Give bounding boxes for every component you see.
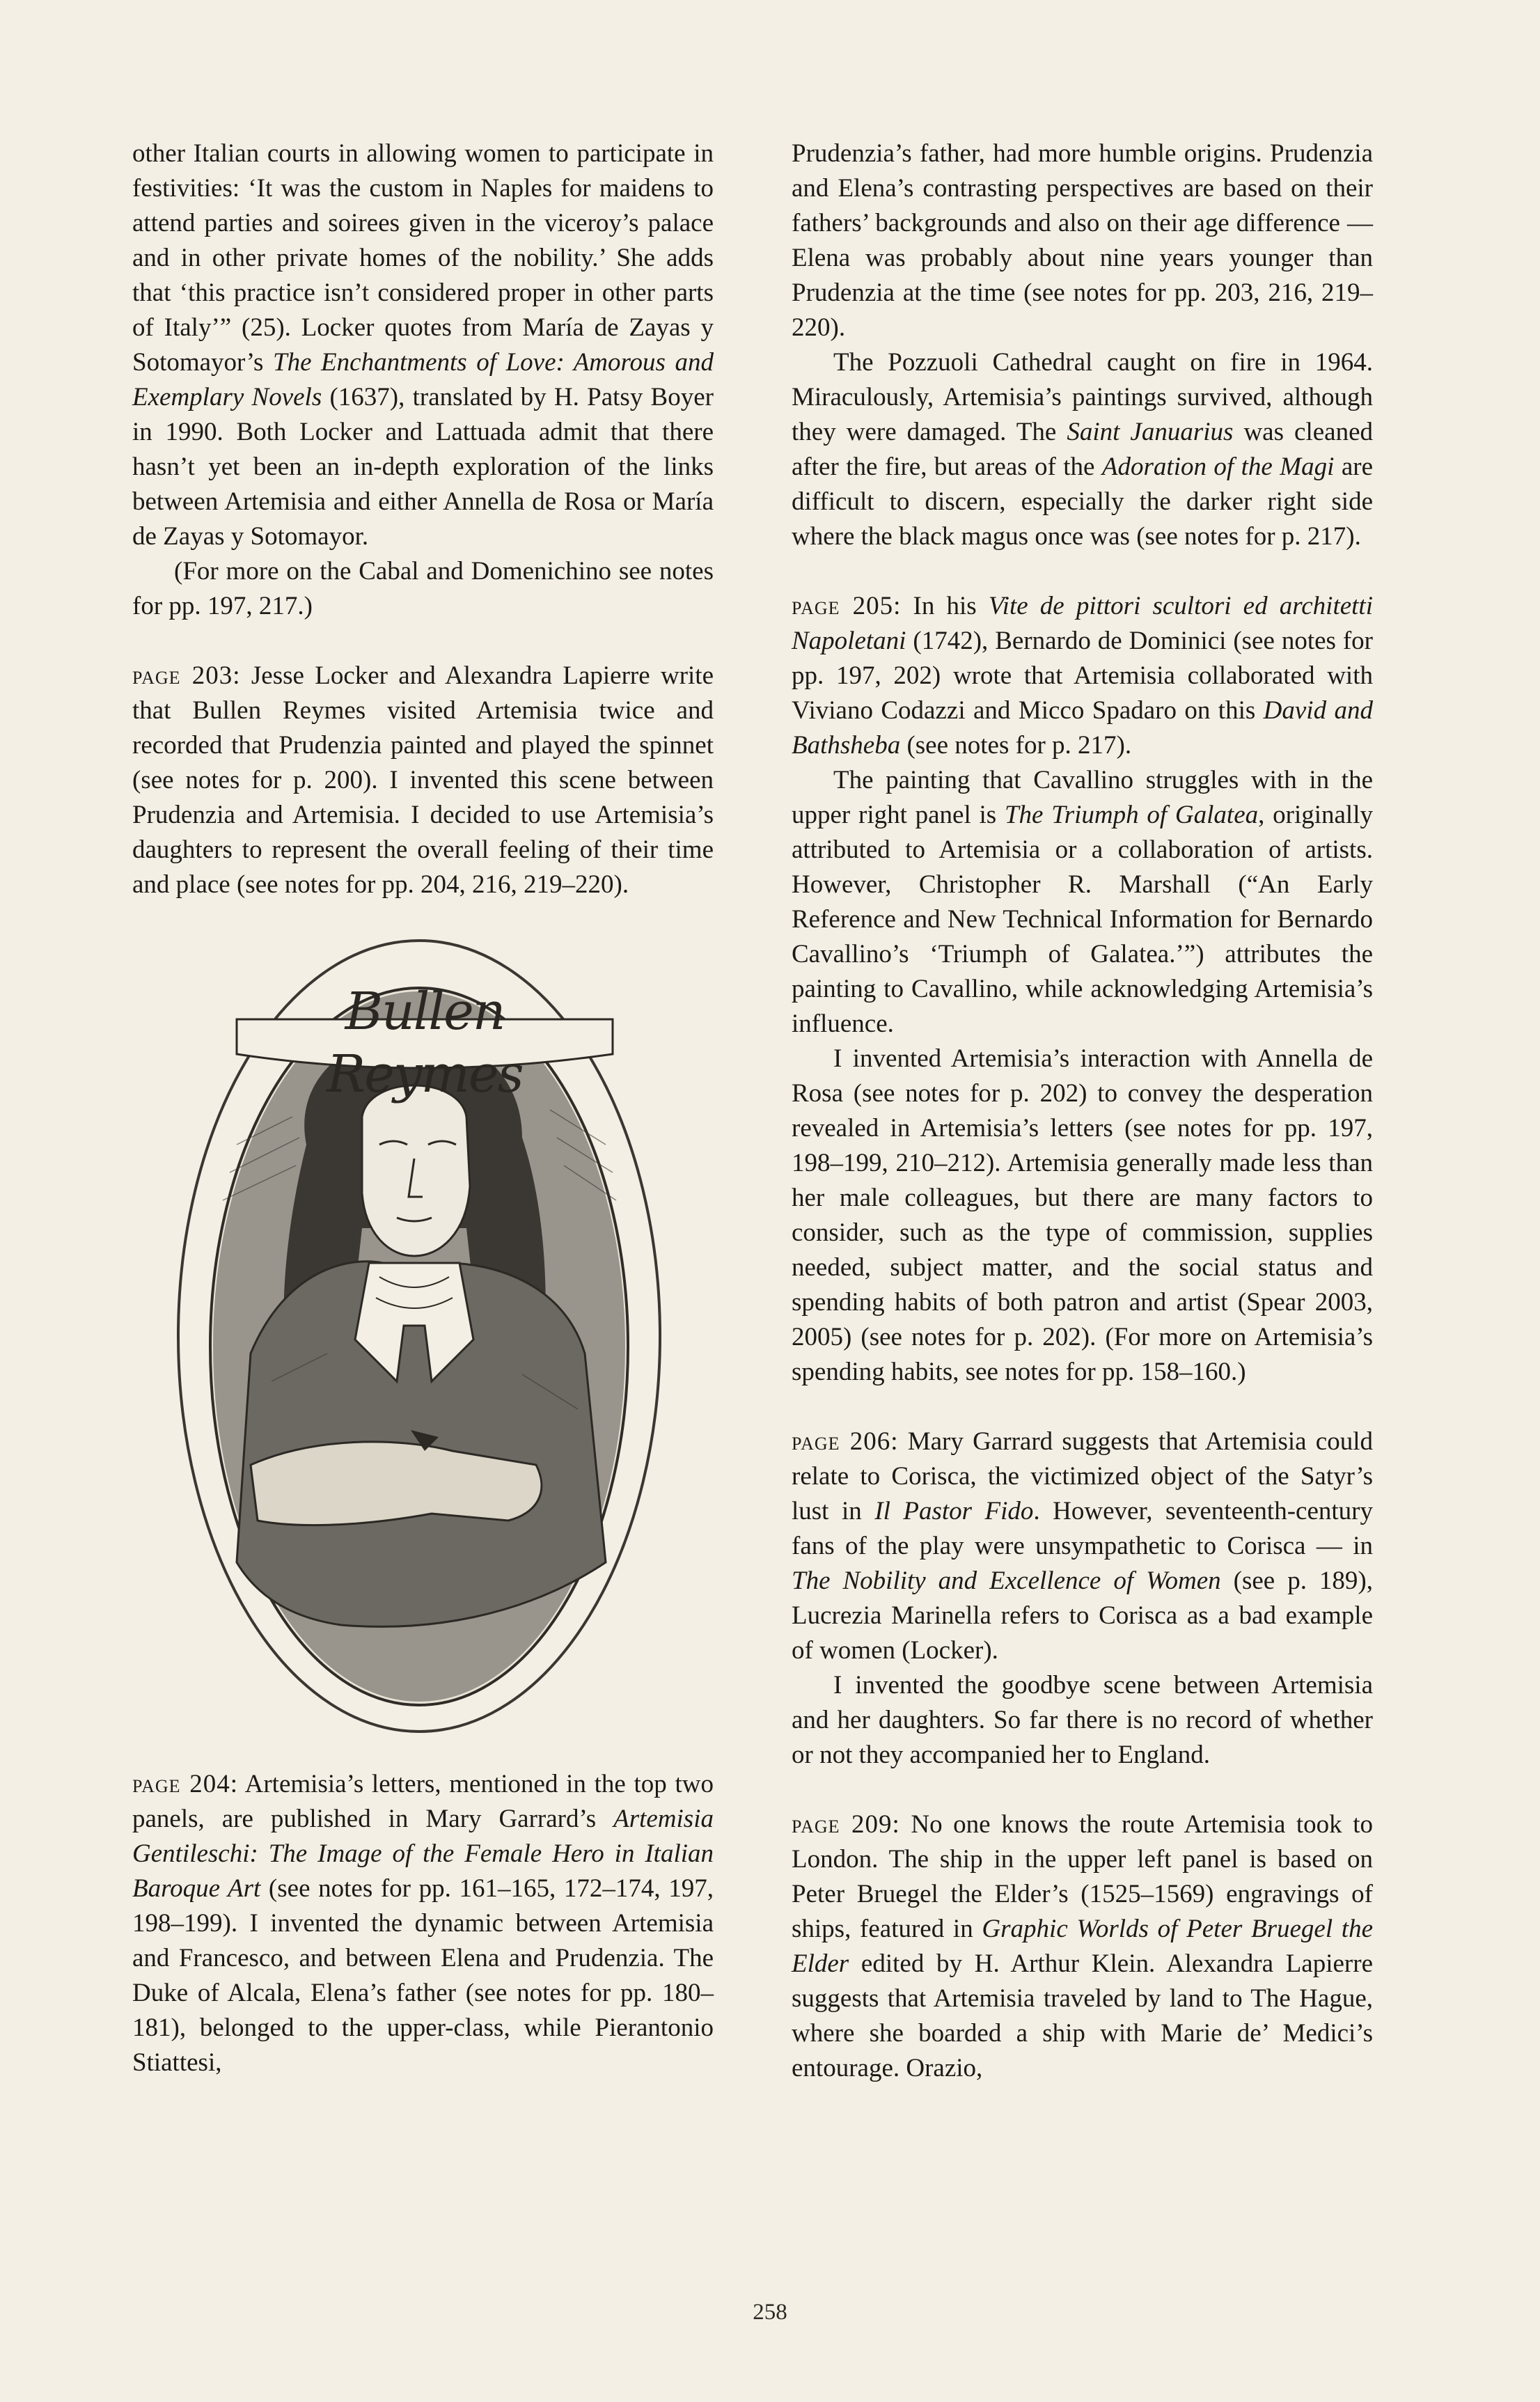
painting-title: The Triumph of Galatea bbox=[1004, 801, 1259, 829]
note-page-203 bbox=[132, 659, 714, 902]
paragraph-festivities bbox=[132, 136, 714, 554]
text: (see p. 189), Lucrezia Marinella refers to Corisca as a bad example of women (Locker). bbox=[792, 1567, 1373, 1665]
text: (1742), Bernardo de Dominici (see notes for pp. 197, 202) wrote that Artemisia collaborated with Viviano Codazzi and Micco Spadaro on this bbox=[792, 627, 1373, 725]
text: The painting that Cavallino struggles with in the upper right panel is bbox=[792, 766, 1373, 829]
paragraph-pozzuoli bbox=[792, 345, 1373, 554]
page-label: page 206: bbox=[792, 1427, 899, 1456]
note-page-204 bbox=[132, 1767, 714, 2080]
book-title: Artemisia Gentileschi: The Image of the Female Hero in Italian Baroque Art bbox=[132, 1805, 714, 1903]
text: , originally attributed to Artemisia or a collaboration of artists. However, Christopher R. Marshall (“An Early Reference and New Technical Information for Bernardo Cavallino’s ‘Triumph of Galatea.’”) attributes the painting to Cavallino, while acknowledging Artemisia’s influence. bbox=[792, 801, 1373, 1038]
book-title: The Enchantments of Love: Amorous and Exemplary Novels bbox=[132, 348, 714, 411]
text: Mary Garrard suggests that Artemisia could relate to Corisca, the victimized object of the Satyr’s lust in bbox=[792, 1427, 1373, 1525]
book-title: Graphic Worlds of Peter Bruegel the Elder bbox=[792, 1915, 1374, 1978]
page-label: page 203: bbox=[132, 661, 241, 690]
page-label: page 205: bbox=[792, 592, 902, 620]
text: (see notes for p. 217). bbox=[900, 731, 1132, 760]
note-page-205 bbox=[792, 589, 1373, 763]
text: was cleaned after the fire, but areas of the bbox=[792, 418, 1373, 481]
text: edited by H. Arthur Klein. Alexandra Lapierre suggests that Artemisia traveled by land to The Hague, where she boarded a ship with Marie de’ Medici’s entourage. Orazio, bbox=[792, 1949, 1373, 2082]
text: (1637), translated by H. Patsy Boyer in 1990. Both Locker and Lattuada admit that there hasn’t yet been an in-depth exploration of the links between Artemisia and either Annella de Rosa or María de Zayas y Sotomayor. bbox=[132, 383, 714, 551]
paragraph-prudenzia-father: Prudenzia’s father, had more humble origins. Prudenzia and Elena’s contrasting perspectives are based on their fathers’ backgrounds and also on their age difference — Elena was probably about nine years younger than Prudenzia at the time (see notes for pp. 203, 216, 219–220). bbox=[792, 139, 1373, 342]
text: No one knows the route Artemisia took to London. The ship in the upper left panel is based on Peter Bruegel the Elder’s (1525–1569) engravings of ships, featured in bbox=[792, 1810, 1373, 1943]
book-title: Vite de pittori scultori ed architetti Napoletani bbox=[792, 592, 1373, 655]
text: Jesse Locker and Alexandra Lapierre write that Bullen Reymes visited Artemisia twice and recorded that Prudenzia painted and played the spinnet (see notes for p. 200). I invented this scene between Prudenzia and Artemisia. I decided to use Artemisia’s daughters to represent the overall feeling of their time and place (see notes for pp. 204, 216, 219–220). bbox=[132, 661, 714, 899]
text: are difficult to discern, especially the darker right side where the black magus once was (see notes for p. 217). bbox=[792, 453, 1373, 551]
note-page-206 bbox=[792, 1424, 1373, 1668]
text: other Italian courts in allowing women to participate in festivities: ‘It was the custom in Naples for maidens to attend parties and soirees given in the viceroy’s palace and in other private homes of the nobility.’ She adds that ‘this practice isn’t considered proper in other parts of Italy’” (25). Locker quotes from María de Zayas y Sotomayor’s bbox=[132, 139, 714, 377]
text: The Pozzuoli Cathedral caught on fire in 1964. Miraculously, Artemisia’s paintings survived, although they were damaged. The bbox=[792, 348, 1373, 446]
painting-title: Adoration of the Magi bbox=[1101, 453, 1335, 481]
book-title: Il Pastor Fido bbox=[874, 1497, 1034, 1525]
book-title: The Nobility and Excellence of Women bbox=[792, 1567, 1221, 1595]
note-page-209 bbox=[792, 1807, 1373, 2086]
paragraph-annella: I invented Artemisia’s interaction with Annella de Rosa (see notes for p. 202) to convey the desperation revealed in Artemisia’s letters (see notes for pp. 197, 198–199, 210–212). Artemisia generally made less than her male colleagues, but there are many factors to consider, such as the type of commission, supplies needed, subject matter, and the social status and spending habits of both patron and artist (Spear 2003, 2005) (see notes for p. 202). (For more on Artemisia’s spending habits, see notes for pp. 158–160.) bbox=[792, 1044, 1373, 1386]
portrait-banner-text: Bullen Reymes bbox=[327, 982, 523, 1104]
right-column bbox=[792, 136, 1373, 2086]
page-number: 258 bbox=[753, 2300, 787, 2325]
text: . However, seventeenth-century fans of the play were unsympathetic to Corisca — in bbox=[792, 1497, 1373, 1560]
page-label: page 209: bbox=[792, 1810, 900, 1839]
bullen-reymes-portrait bbox=[132, 936, 714, 1743]
text: (see notes for pp. 161–165, 172–174, 197, 198–199). I invented the dynamic between Artemisia and Francesco, and between Elena and Prudenzia. The Duke of Alcala, Elena’s father (see notes for pp. 180–181), belonged to the upper-class, while Pierantonio Stiattesi, bbox=[132, 1874, 714, 2077]
paragraph-galatea bbox=[792, 763, 1373, 1042]
left-column bbox=[132, 136, 714, 2080]
page-label: page 204: bbox=[132, 1770, 238, 1798]
paragraph-cabal-note: (For more on the Cabal and Domenichino see notes for pp. 197, 217.) bbox=[132, 557, 714, 620]
painting-title: David and Bathsheba bbox=[792, 696, 1373, 760]
text: In his bbox=[901, 592, 989, 620]
painting-title: Saint Januarius bbox=[1067, 418, 1234, 446]
text: Artemisia’s letters, mentioned in the top two panels, are published in Mary Garrard’s bbox=[132, 1770, 714, 1833]
paragraph-goodbye: I invented the goodbye scene between Artemisia and her daughters. So far there is no record of whether or not they accompanied her to England. bbox=[792, 1671, 1373, 1769]
